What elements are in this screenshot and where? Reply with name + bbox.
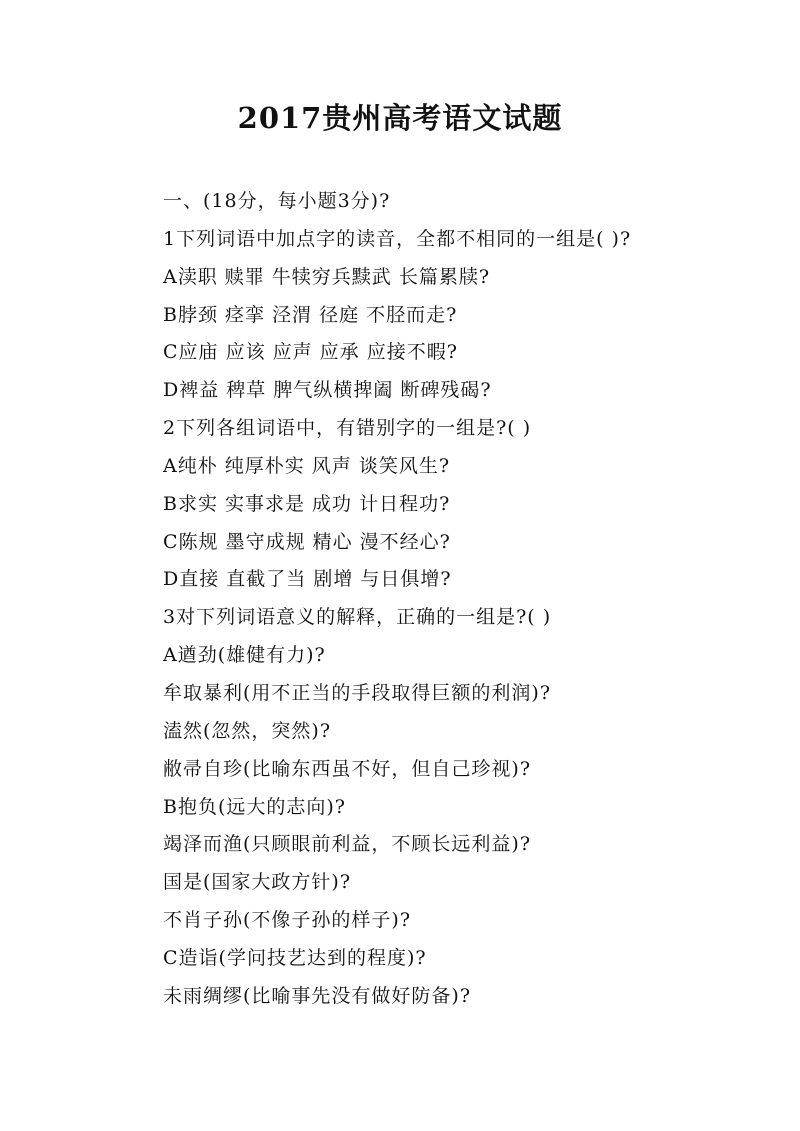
question-3-option-c-line-2: 未雨绸缪(比喻事先没有做好防备)? bbox=[163, 984, 472, 1007]
question-3-option-a-line-4: 敝帚自珍(比喻东西虽不好，但自己珍视)? bbox=[163, 757, 532, 780]
question-1-option-c: C应庙 应该 应声 应承 应接不暇? bbox=[163, 341, 458, 364]
question-3-option-a-line-1: A遒劲(雄健有力)? bbox=[163, 644, 326, 667]
question-2-option-d: D直接 直截了当 剧增 与日俱增? bbox=[163, 568, 452, 591]
question-1-stem: 1下列词语中加点字的读音，全都不相同的一组是( )? bbox=[163, 227, 632, 250]
question-1-option-a: A渎职 赎罪 牛犊穷兵黩武 长篇累牍? bbox=[163, 265, 491, 288]
question-3-option-b-line-3: 国是(国家大政方针)? bbox=[163, 871, 352, 894]
exam-content bbox=[163, 183, 763, 1016]
question-2-option-c: C陈规 墨守成规 精心 漫不经心? bbox=[163, 530, 451, 553]
question-3-option-b-line-4: 不肖子孙(不像子孙的样子)? bbox=[163, 909, 412, 932]
document-title: 2017贵州高考语文试题 bbox=[237, 101, 563, 135]
question-3-option-b-line-1: B抱负(远大的志向)? bbox=[163, 795, 346, 818]
question-2-stem: 2下列各组词语中，有错别字的一组是?( ) bbox=[163, 417, 532, 440]
question-3-option-c-line-1: C造诣(学问技艺达到的程度)? bbox=[163, 946, 427, 969]
question-3-option-a-line-3: 溘然(忽然，突然)? bbox=[163, 719, 332, 742]
question-1-option-b: B脖颈 痉挛 泾渭 径庭 不胫而走? bbox=[163, 303, 458, 326]
question-3-option-b-line-2: 竭泽而渔(只顾眼前利益，不顾长远利益)? bbox=[163, 833, 532, 856]
question-3-option-a-line-2: 牟取暴利(用不正当的手段取得巨额的利润)? bbox=[163, 681, 552, 704]
question-2-option-a: A纯朴 纯厚朴实 风声 谈笑风生? bbox=[163, 454, 451, 477]
question-2-option-b: B求实 实事求是 成功 计日程功? bbox=[163, 492, 451, 515]
question-1-option-d: D裨益 稗草 脾气纵横捭阖 断碑残碣? bbox=[163, 379, 492, 402]
section-heading: 一、(18分，每小题3分)? bbox=[163, 190, 391, 212]
question-3-stem: 3对下列词语意义的解释，正确的一组是?( ) bbox=[163, 606, 552, 629]
